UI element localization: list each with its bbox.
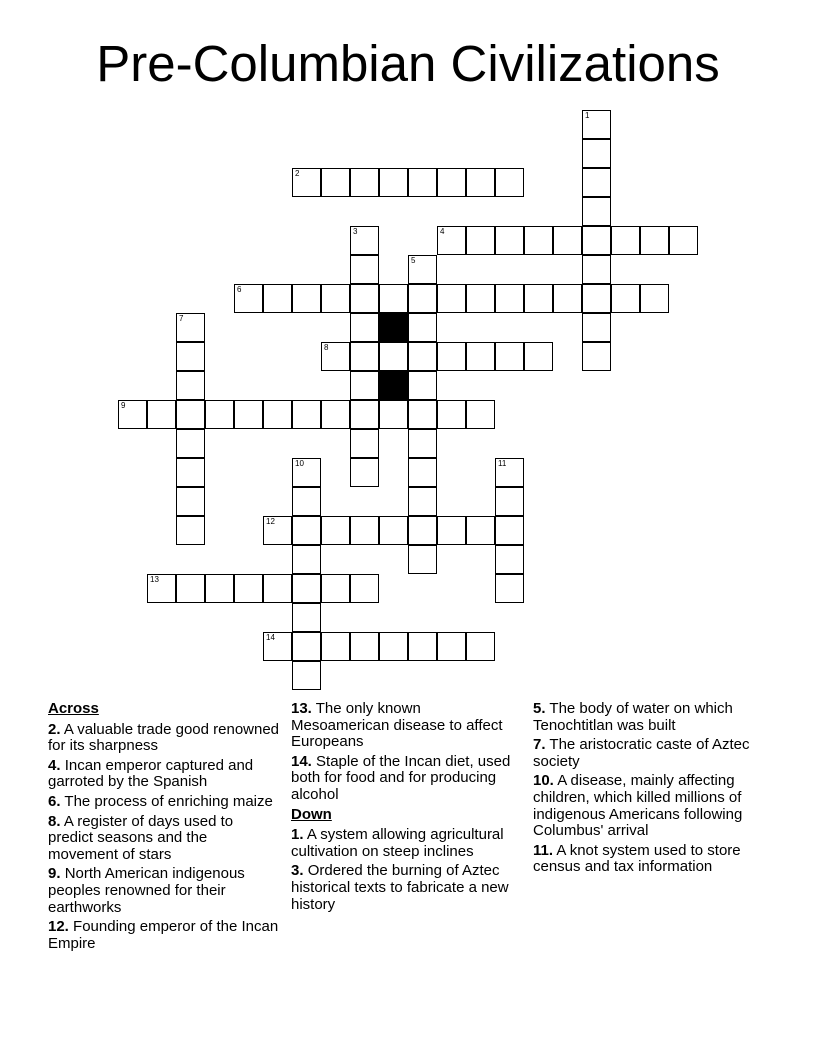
- grid-cell[interactable]: [437, 632, 466, 661]
- grid-cell[interactable]: [292, 661, 321, 690]
- clue-across-12: [48, 919, 280, 952]
- grid-cell[interactable]: [263, 400, 292, 429]
- grid-cell[interactable]: [176, 342, 205, 371]
- grid-cell[interactable]: [408, 458, 437, 487]
- grid-cell[interactable]: [379, 632, 408, 661]
- clue-across-4: [48, 758, 280, 791]
- grid-cell[interactable]: [321, 632, 350, 661]
- clue-text: Ordered the burning of Aztec historical texts to fabricate a new history: [291, 862, 509, 913]
- grid-cell[interactable]: [379, 342, 408, 371]
- grid-cell[interactable]: [611, 284, 640, 313]
- clue-across-8: [48, 814, 280, 864]
- clue-number: 7.: [533, 736, 546, 754]
- grid-cell[interactable]: [669, 226, 698, 255]
- grid-cell[interactable]: [292, 487, 321, 516]
- clue-text: A disease, mainly affecting children, which killed millions of indigenous Americans following Columbus' arrival: [533, 772, 743, 840]
- grid-cell[interactable]: [176, 400, 205, 429]
- grid-cell[interactable]: [553, 284, 582, 313]
- grid-cell[interactable]: [408, 632, 437, 661]
- clue-text: A register of days used to predict seasons and the movement of stars: [48, 812, 234, 863]
- clues-column-3: [533, 701, 765, 879]
- clue-number: 13.: [291, 700, 312, 717]
- grid-cell[interactable]: [321, 574, 350, 603]
- grid-cell[interactable]: [408, 255, 437, 284]
- grid-cell[interactable]: [176, 458, 205, 487]
- clue-across-6: [48, 794, 280, 811]
- grid-cell[interactable]: [350, 284, 379, 313]
- grid-cell[interactable]: [263, 574, 292, 603]
- clue-text: Incan emperor captured and garroted by the Spanish: [48, 756, 254, 791]
- clue-text: The process of enriching maize: [64, 792, 273, 810]
- clue-number: 4.: [48, 756, 61, 774]
- grid-cell[interactable]: [350, 400, 379, 429]
- grid-cell[interactable]: [147, 400, 176, 429]
- grid-cell[interactable]: [582, 197, 611, 226]
- grid-cell[interactable]: [495, 458, 524, 487]
- grid-cell[interactable]: [176, 371, 205, 400]
- grid-cell[interactable]: [495, 487, 524, 516]
- grid-cell[interactable]: [234, 284, 263, 313]
- grid-cell[interactable]: [582, 342, 611, 371]
- grid-cell[interactable]: [147, 574, 176, 603]
- cell-number: 8: [324, 343, 329, 352]
- grid-cell[interactable]: [379, 168, 408, 197]
- clue-text: A valuable trade good renowned for its sharpness: [48, 720, 280, 755]
- grid-cell[interactable]: [582, 139, 611, 168]
- clue-number: 3.: [291, 862, 304, 880]
- grid-cell[interactable]: [292, 168, 321, 197]
- grid-cell[interactable]: [437, 342, 466, 371]
- grid-cell[interactable]: [408, 371, 437, 400]
- puzzle-title: Pre-Columbian Civilizations: [96, 35, 720, 92]
- grid-cell[interactable]: [524, 284, 553, 313]
- grid-cell[interactable]: [640, 226, 669, 255]
- cell-number: 9: [121, 401, 126, 410]
- clue-down-10: [533, 773, 765, 839]
- cell-number: 6: [237, 285, 242, 294]
- grid-cell[interactable]: [524, 342, 553, 371]
- grid-cell[interactable]: [379, 516, 408, 545]
- grid-cell[interactable]: [524, 226, 553, 255]
- clue-text: The aristocratic caste of Aztec society: [533, 736, 750, 770]
- grid-cell[interactable]: [495, 284, 524, 313]
- cell-number: 10: [295, 459, 304, 468]
- grid-cell[interactable]: [292, 574, 321, 603]
- grid-cell[interactable]: [263, 284, 292, 313]
- grid-cell[interactable]: [350, 255, 379, 284]
- grid-cell[interactable]: [350, 574, 379, 603]
- clue-text: The only known Mesoamerican disease to affect Europeans: [291, 700, 503, 751]
- clue-text: A system allowing agricultural cultivation on steep inclines: [291, 826, 504, 860]
- grid-cell[interactable]: [408, 487, 437, 516]
- clue-down-5: [533, 701, 765, 734]
- grid-cell[interactable]: [350, 429, 379, 458]
- grid-cell[interactable]: [495, 574, 524, 603]
- grid-cell[interactable]: [611, 226, 640, 255]
- grid-cell[interactable]: [408, 342, 437, 371]
- grid-cell[interactable]: [350, 168, 379, 197]
- grid-cell[interactable]: [466, 168, 495, 197]
- clue-number: 12.: [48, 918, 69, 936]
- grid-cell[interactable]: [582, 168, 611, 197]
- grid-cell[interactable]: [321, 168, 350, 197]
- grid-cell[interactable]: [408, 545, 437, 574]
- clue-number: 5.: [533, 700, 546, 717]
- grid-cell[interactable]: [582, 226, 611, 255]
- grid-cell[interactable]: [582, 284, 611, 313]
- grid-cell[interactable]: [234, 574, 263, 603]
- grid-cell[interactable]: [495, 226, 524, 255]
- grid-cell[interactable]: [495, 168, 524, 197]
- cell-number: 2: [295, 169, 300, 178]
- grid-cell[interactable]: [466, 342, 495, 371]
- cell-number: 12: [266, 517, 275, 526]
- clue-down-3: [291, 863, 516, 913]
- grid-cell[interactable]: [582, 313, 611, 342]
- grid-cell[interactable]: [408, 284, 437, 313]
- clue-across-14: [291, 754, 516, 804]
- grid-cell[interactable]: [292, 284, 321, 313]
- grid-cell[interactable]: [176, 516, 205, 545]
- grid-cell[interactable]: [350, 342, 379, 371]
- grid-cell[interactable]: [263, 516, 292, 545]
- down-heading: Down: [291, 805, 332, 823]
- clue-number: 11.: [533, 841, 554, 859]
- grid-cell[interactable]: [292, 603, 321, 632]
- grid-cell[interactable]: [582, 255, 611, 284]
- grid-cell[interactable]: [176, 574, 205, 603]
- grid-cell[interactable]: [176, 429, 205, 458]
- clue-number: 14.: [291, 752, 312, 770]
- grid-cell[interactable]: [263, 632, 292, 661]
- grid-cell[interactable]: [292, 516, 321, 545]
- grid-cell[interactable]: [234, 400, 263, 429]
- grid-cell[interactable]: [292, 545, 321, 574]
- grid-cell[interactable]: [408, 168, 437, 197]
- grid-cell[interactable]: [466, 516, 495, 545]
- clue-number: 1.: [291, 826, 304, 844]
- grid-cell[interactable]: [379, 284, 408, 313]
- grid-cell[interactable]: [292, 632, 321, 661]
- clue-across-2: [48, 722, 280, 755]
- grid-cell[interactable]: [350, 516, 379, 545]
- grid-cell[interactable]: [379, 400, 408, 429]
- grid-cell[interactable]: [176, 313, 205, 342]
- grid-cell[interactable]: [640, 284, 669, 313]
- grid-cell[interactable]: [205, 400, 234, 429]
- clue-across-9: [48, 866, 280, 916]
- cell-number: 7: [179, 314, 184, 323]
- clue-text: A knot system used to store census and tax information: [533, 841, 741, 876]
- blocked-cell: [379, 313, 408, 342]
- grid-cell[interactable]: [437, 226, 466, 255]
- grid-cell[interactable]: [321, 400, 350, 429]
- grid-cell[interactable]: [350, 313, 379, 342]
- grid-cell[interactable]: [350, 226, 379, 255]
- grid-cell[interactable]: [553, 226, 582, 255]
- grid-cell[interactable]: [321, 284, 350, 313]
- grid-cell[interactable]: [466, 400, 495, 429]
- grid-cell[interactable]: [408, 429, 437, 458]
- clue-down-1: [291, 827, 516, 860]
- grid-cell[interactable]: [118, 400, 147, 429]
- clue-number: 9.: [48, 865, 61, 883]
- clue-number: 8.: [48, 812, 61, 830]
- grid-cell[interactable]: [408, 400, 437, 429]
- grid-cell[interactable]: [437, 516, 466, 545]
- grid-cell[interactable]: [205, 574, 234, 603]
- grid-cell[interactable]: [321, 342, 350, 371]
- clues-column-2: [291, 701, 516, 916]
- cell-number: 11: [498, 459, 507, 468]
- clues-column-1: [48, 701, 280, 957]
- grid-cell[interactable]: [176, 487, 205, 516]
- grid-cell[interactable]: [437, 168, 466, 197]
- clue-text: Staple of the Incan diet, used both for food and for producing alcohol: [291, 752, 511, 803]
- clue-text: The body of water on which Tenochtitlan was built: [533, 700, 733, 734]
- clue-across-13: [291, 701, 516, 751]
- cell-number: 4: [440, 227, 445, 236]
- grid-cell[interactable]: [495, 545, 524, 574]
- across-heading: Across: [48, 701, 99, 717]
- grid-cell[interactable]: [466, 226, 495, 255]
- clue-number: 2.: [48, 720, 61, 738]
- grid-cell[interactable]: [495, 342, 524, 371]
- grid-cell[interactable]: [408, 516, 437, 545]
- cell-number: 1: [585, 111, 590, 120]
- grid-cell[interactable]: [350, 458, 379, 487]
- grid-cell[interactable]: [292, 400, 321, 429]
- grid-cell[interactable]: [437, 400, 466, 429]
- grid-cell[interactable]: [495, 516, 524, 545]
- clue-text: Founding emperor of the Incan Empire: [48, 918, 279, 952]
- grid-cell[interactable]: [582, 110, 611, 139]
- grid-cell[interactable]: [321, 516, 350, 545]
- clue-number: 10.: [533, 772, 554, 790]
- blocked-cell: [379, 371, 408, 400]
- cell-number: 5: [411, 256, 416, 265]
- grid-cell[interactable]: [350, 371, 379, 400]
- cell-number: 14: [266, 633, 275, 642]
- clue-text: North American indigenous peoples renowned for their earthworks: [48, 865, 245, 916]
- cell-number: 13: [150, 575, 159, 584]
- clue-down-7: [533, 737, 765, 770]
- cell-number: 3: [353, 227, 358, 236]
- grid-cell[interactable]: [466, 284, 495, 313]
- clue-number: 6.: [48, 792, 61, 810]
- grid-cell[interactable]: [437, 284, 466, 313]
- grid-cell[interactable]: [466, 632, 495, 661]
- grid-cell[interactable]: [350, 632, 379, 661]
- clue-down-11: [533, 843, 765, 876]
- grid-cell[interactable]: [292, 458, 321, 487]
- grid-cell[interactable]: [408, 313, 437, 342]
